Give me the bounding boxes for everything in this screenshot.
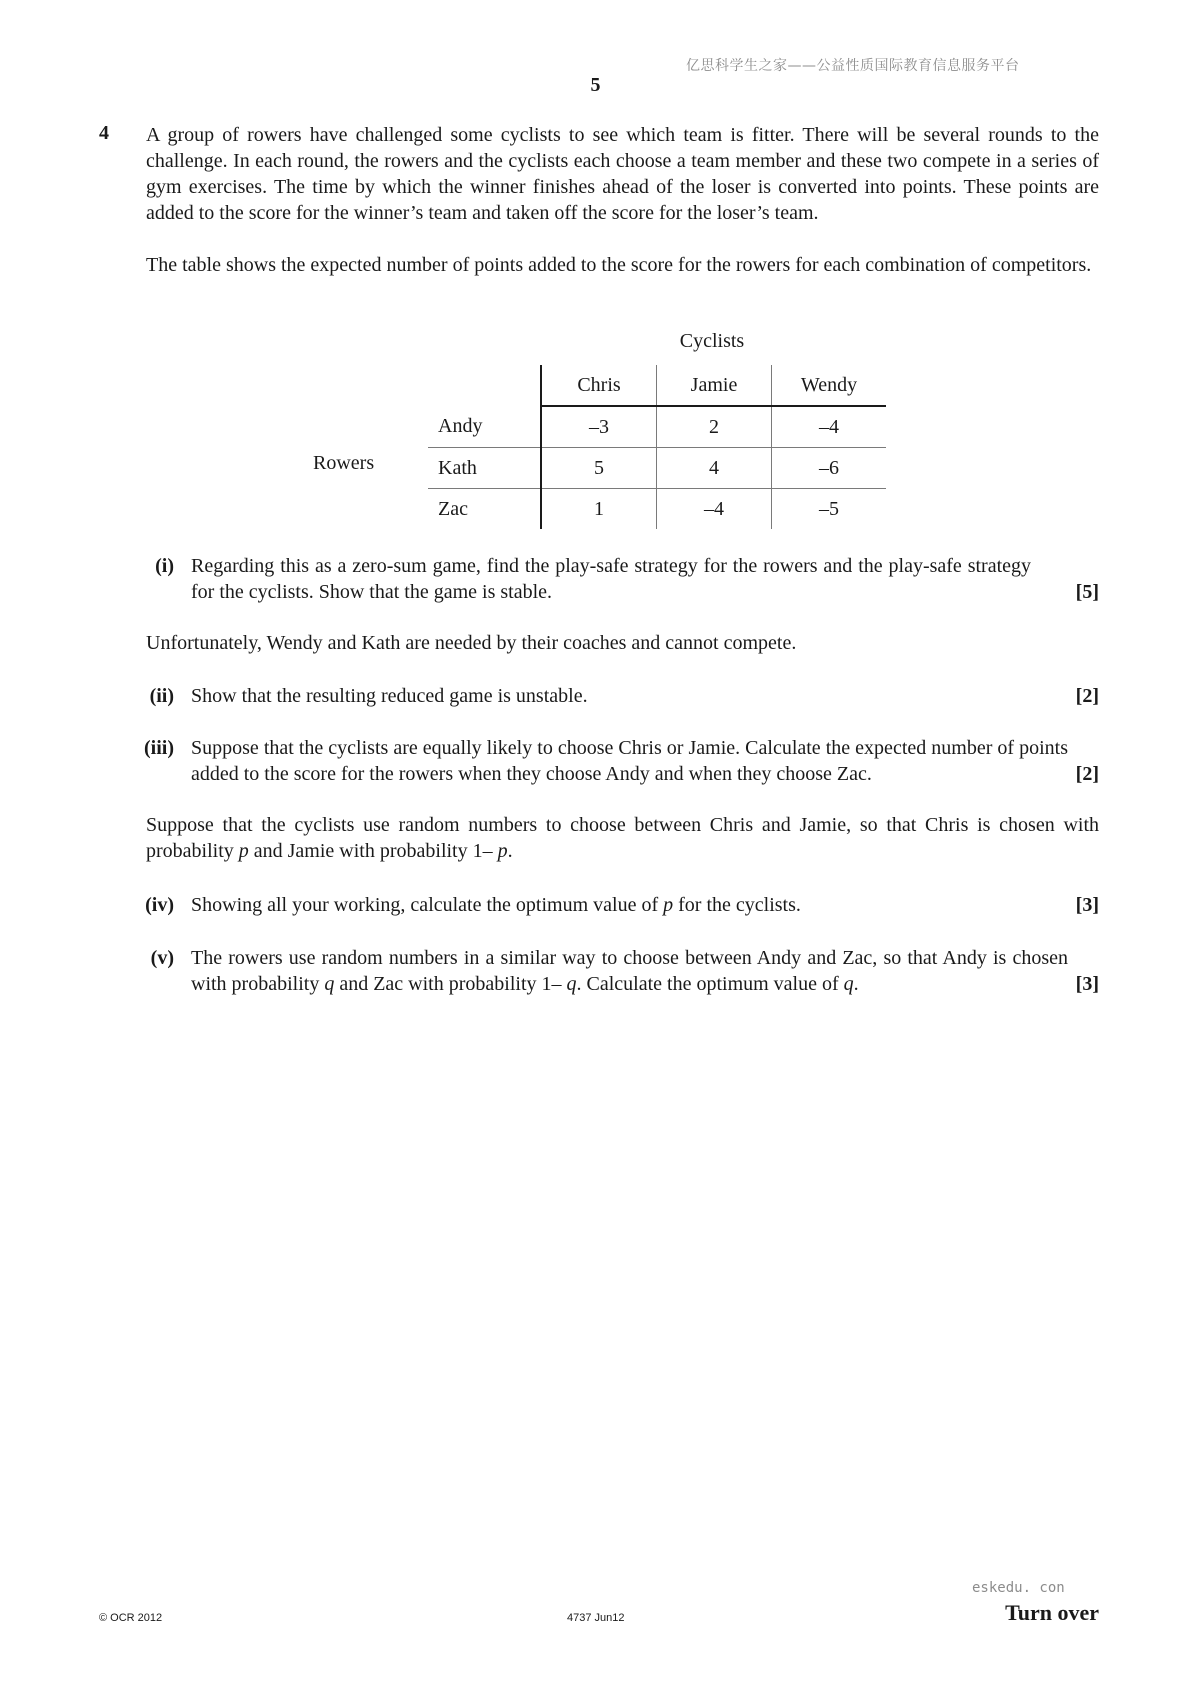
variable: q [566, 973, 577, 995]
variable: p [663, 894, 674, 916]
copyright: © OCR 2012 [99, 1612, 163, 1624]
text-run: The rowers use random numbers in a similar way to choose between Andy and Zac, so that Andy is chosen with probability [191, 947, 1068, 995]
table-header-row [428, 365, 886, 406]
table-intro: The table shows the expected number of points added to the score for the rowers for each combination of competitors. [146, 254, 1092, 276]
text-run: for the cyclists. [673, 894, 801, 916]
marks: [2] [1075, 763, 1099, 785]
table-cell: 5 [541, 448, 657, 489]
table-cell: 4 [657, 448, 772, 489]
text-run: Suppose that the cyclists use random numbers to choose between Chris and Jamie, so that Chris is chosen with probability [146, 814, 1099, 862]
turn-over: Turn over [1005, 1600, 1099, 1625]
column-group-label: Cyclists [679, 330, 745, 352]
condition-paragraph: Unfortunately, Wendy and Kath are needed by their coaches and cannot compete. [146, 632, 797, 654]
table-cell: 1 [541, 489, 657, 530]
table-row [428, 489, 886, 530]
marks: [5] [1075, 581, 1099, 603]
marks: [3] [1075, 894, 1099, 916]
table-cell: –6 [772, 448, 887, 489]
row-header: Kath [428, 448, 541, 489]
column-header: Wendy [772, 365, 887, 406]
variable: q [324, 973, 335, 995]
text-run: . [853, 973, 859, 995]
column-header: Jamie [657, 365, 772, 406]
variable: p [238, 840, 249, 862]
variable: q [843, 973, 854, 995]
row-header: Andy [428, 406, 541, 448]
text-run: and Zac with probability 1– [334, 973, 567, 995]
marks: [2] [1075, 685, 1099, 707]
table-cell: –3 [541, 406, 657, 448]
text-run: Showing all your working, calculate the optimum value of [191, 894, 664, 916]
part-label: (ii) [149, 685, 174, 707]
table-cell: –5 [772, 489, 887, 530]
part-text: Suppose that the cyclists are equally likely to choose Chris or Jamie. Calculate the expected number of points added to the score for the rowers when they choose Andy and when they choose Zac. [191, 737, 1068, 785]
part-label: (v) [150, 947, 174, 969]
part-text [191, 945, 1068, 997]
watermark-footer: eskedu. con [972, 1580, 1065, 1596]
payoff-table [428, 365, 886, 529]
part-text: Regarding this as a zero-sum game, find the play-safe strategy for the rowers and the play-safe strategy for the cyclists. Show that the game is stable. [191, 555, 1031, 603]
marks: [3] [1075, 973, 1099, 995]
part-label: (i) [155, 555, 174, 577]
variable: p [497, 840, 508, 862]
text-run: . Calculate the optimum value of [576, 973, 844, 995]
part-label: (iv) [145, 894, 174, 916]
paper-code: 4737 Jun12 [567, 1612, 625, 1624]
question-number: 4 [99, 122, 109, 144]
row-header: Zac [438, 497, 468, 520]
table-row [428, 406, 886, 448]
part-text: Show that the resulting reduced game is unstable. [191, 685, 588, 707]
table-cell: 2 [657, 406, 772, 448]
table-cell: –4 [657, 489, 772, 530]
table-cell: –4 [772, 406, 887, 448]
row-group-label: Rowers [313, 452, 375, 474]
text-run: and Jamie with probability 1– [248, 840, 498, 862]
text-run: . [507, 840, 513, 862]
part-label: (iii) [144, 737, 174, 759]
condition-paragraph [146, 812, 1099, 864]
page-number: 5 [590, 74, 601, 96]
column-header: Chris [541, 365, 657, 406]
question-intro: A group of rowers have challenged some cyclists to see which team is fitter. There will be several rounds to the challenge. In each round, the rowers and the cyclists each choose a team member and these two compete in a series of gym exercises. The time by which the winner finishes ahead of the loser is converted into points. These points are added to the score for the winner’s team and taken off the score for the loser’s team. [146, 124, 1099, 224]
table-corner [428, 365, 541, 406]
part-text [191, 892, 1031, 918]
table-row [428, 448, 886, 489]
watermark-header: 亿思科学生之家——公益性质国际教育信息服务平台 [686, 58, 1020, 74]
